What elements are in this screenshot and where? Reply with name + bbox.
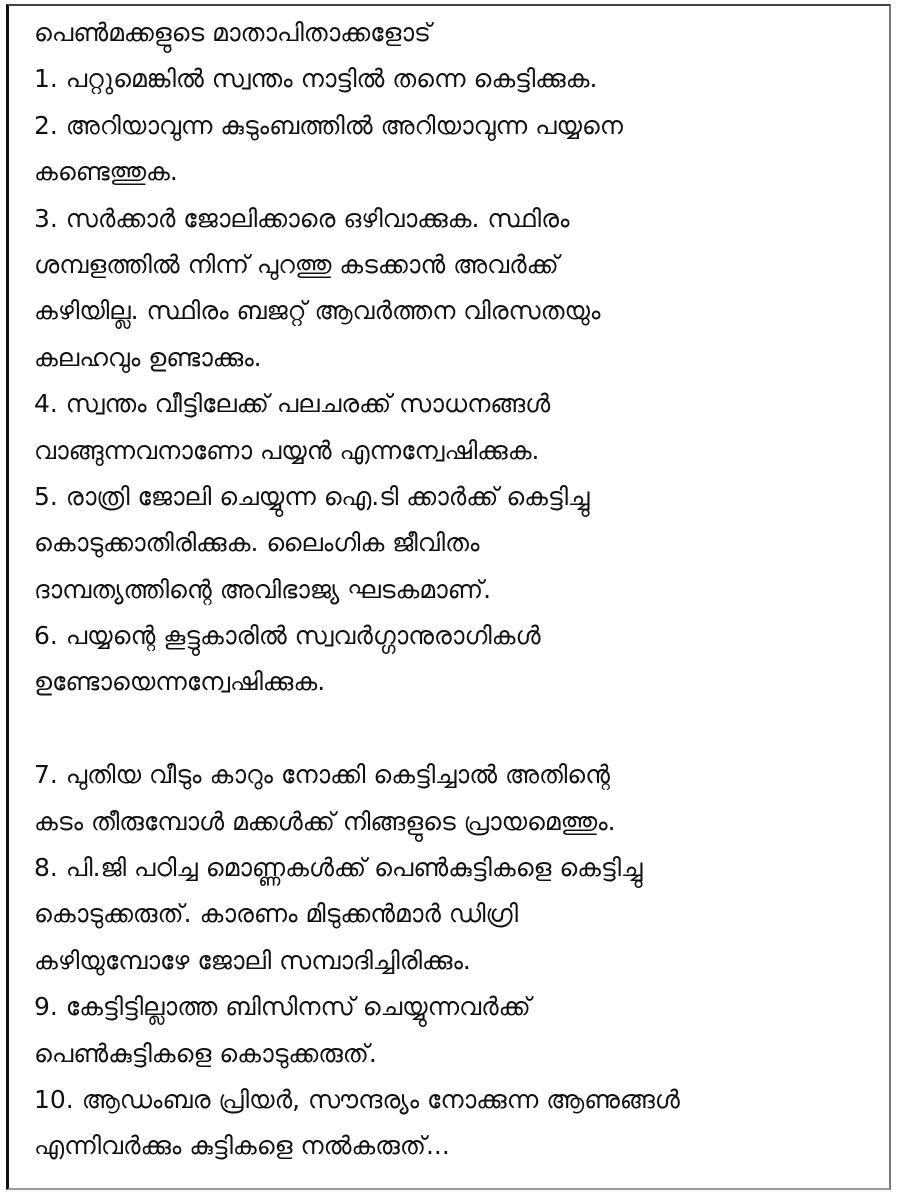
text-line: കടം തീരുമ്പോൾ മക്കൾക്ക് നിങ്ങളുടെ പ്രായമെത്തും. [34, 806, 616, 836]
text-line: 2. അറിയാവുന്ന കുടുംബത്തിൽ അറിയാവുന്ന പയ്യനെ [34, 110, 623, 140]
paragraph-gap [34, 706, 879, 752]
text-line: 7. പുതിയ വീടും കാറും നോക്കി കെട്ടിച്ചാൽ അതിന്റെ [34, 760, 610, 790]
text-line: 6. പയ്യന്റെ കൂട്ടുകാരിൽ സ്വവർഗ്ഗാനുരാഗികൾ [34, 621, 541, 651]
text-line: കൊടുക്കരുത്. കാരണം മിടുക്കൻമാർ ഡിഗ്രി [34, 899, 519, 929]
text-line: 4. സ്വന്തം വീട്ടിലേക്ക് പലചരക്ക് സാധനങ്ങൾ [34, 389, 551, 419]
text-line: കണ്ടെത്തുക. [34, 157, 178, 187]
text-line: കഴിയുമ്പോഴേ ജോലി സമ്പാദിച്ചിരിക്കും. [34, 945, 471, 975]
text-line: 10. ആഡംബര പ്രിയർ, സൗന്ദര്യം നോക്കുന്ന ആണുങ്ങൾ [34, 1084, 680, 1114]
text-line: വാങ്ങുന്നവനാണോ പയ്യൻ എന്നന്വേഷിക്കുക. [34, 435, 540, 465]
text-line: കൊടുക്കാതിരിക്കുക. ലൈംഗിക ജീവിതം [34, 528, 480, 558]
text-line: കഴിയില്ല. സ്ഥിരം ബജറ്റ് ആവർത്തന വിരസതയും [34, 296, 601, 326]
text-line: 1. പറ്റുമെങ്കിൽ സ്വന്തം നാട്ടിൽ തന്നെ കെട്ടിക്കുക. [34, 64, 598, 94]
text-line: പെൺകുട്ടികളെ കൊടുക്കരുത്. [34, 1038, 377, 1068]
text-line: എന്നിവർക്കും കുട്ടികളെ നൽകരുത്... [34, 1131, 450, 1161]
text-line: ദാമ്പത്യത്തിന്റെ അവിഭാജ്യ ഘടകമാണ്. [34, 574, 492, 604]
text-line: 8. പി.ജി പഠിച്ച മൊണ്ണകൾക്ക് പെൺകുട്ടികളെ കെട്ടിച്ചു [34, 853, 643, 883]
text-line: കലഹവും ഉണ്ടാക്കും. [34, 342, 262, 372]
text-line: 9. കേട്ടിട്ടില്ലാത്ത ബിസിനസ് ചെയ്യുന്നവർക്ക് [34, 992, 531, 1022]
text-line: 3. സർക്കാർ ജോലിക്കാരെ ഒഴിവാക്കുക. സ്ഥിരം [34, 203, 570, 233]
text-line: 5. രാത്രി ജോലി ചെയ്യുന്ന ഐ.ടി ക്കാർക്ക് കെട്ടിച്ചു [34, 481, 590, 511]
document-title: പെൺമക്കളുടെ മാതാപിതാക്കളോട് [34, 18, 431, 47]
text-line: ശമ്പളത്തിൽ നിന്ന് പുറത്തു കടക്കാൻ അവർക്ക് [34, 249, 559, 279]
document-body [34, 10, 879, 1170]
text-line: ഉണ്ടോയെന്നന്വേഷിക്കുക. [34, 667, 326, 697]
